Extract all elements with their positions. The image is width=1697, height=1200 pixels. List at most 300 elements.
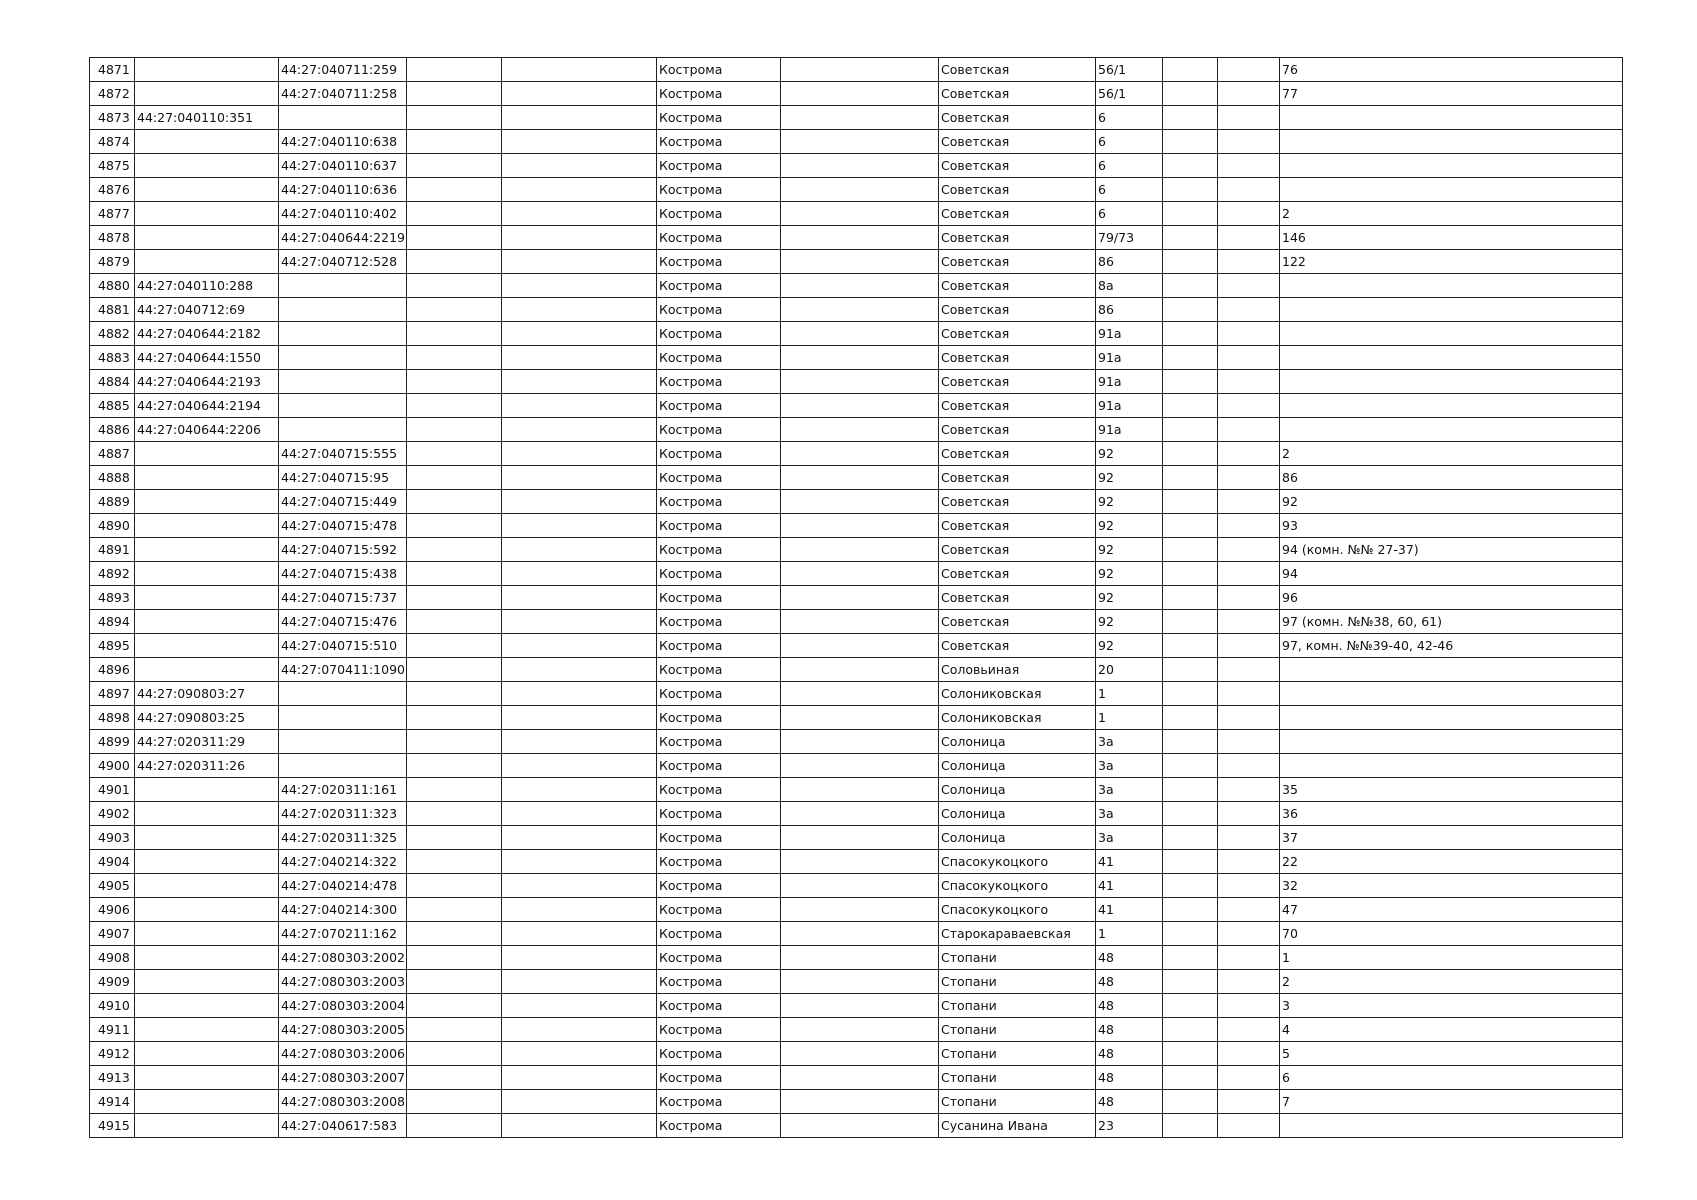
- cadastral-number-premises: [279, 418, 407, 442]
- apartment-cell: 32: [1280, 874, 1623, 898]
- table-row: [90, 538, 1623, 562]
- empty-cell: [1163, 706, 1218, 730]
- house-number-cell: 86: [1096, 298, 1163, 322]
- empty-cell: [407, 514, 502, 538]
- row-number: 4893: [90, 586, 135, 610]
- table-row: [90, 202, 1623, 226]
- table-row: [90, 1066, 1623, 1090]
- empty-cell: [1163, 538, 1218, 562]
- row-number: 4883: [90, 346, 135, 370]
- table-row: [90, 490, 1623, 514]
- empty-cell: [502, 826, 657, 850]
- row-number: 4904: [90, 850, 135, 874]
- table-row: [90, 274, 1623, 298]
- cadastral-number-premises: 44:27:040110:402: [279, 202, 407, 226]
- house-number-cell: 1: [1096, 706, 1163, 730]
- row-number: 4878: [90, 226, 135, 250]
- cadastral-number-premises: 44:27:040214:478: [279, 874, 407, 898]
- table-row: [90, 562, 1623, 586]
- empty-cell: [407, 154, 502, 178]
- empty-cell: [1218, 610, 1280, 634]
- empty-cell: [1218, 442, 1280, 466]
- cadastral-number-premises: 44:27:080303:2003: [279, 970, 407, 994]
- table-row: [90, 634, 1623, 658]
- street-cell: Сусанина Ивана: [939, 1114, 1096, 1138]
- empty-cell: [1163, 730, 1218, 754]
- house-number-cell: 48: [1096, 1066, 1163, 1090]
- empty-cell: [1163, 922, 1218, 946]
- empty-cell: [1218, 346, 1280, 370]
- cadastral-number-premises: 44:27:080303:2007: [279, 1066, 407, 1090]
- apartment-cell: 77: [1280, 82, 1623, 106]
- empty-cell: [407, 706, 502, 730]
- apartment-cell: 97 (комн. №№38, 60, 61): [1280, 610, 1623, 634]
- row-number: 4889: [90, 490, 135, 514]
- apartment-cell: [1280, 274, 1623, 298]
- cadastral-number-premises: 44:27:040715:555: [279, 442, 407, 466]
- apartment-cell: [1280, 106, 1623, 130]
- row-number: 4876: [90, 178, 135, 202]
- empty-cell: [502, 802, 657, 826]
- house-number-cell: 6: [1096, 106, 1163, 130]
- cadastral-number-building: [135, 778, 279, 802]
- apartment-cell: [1280, 322, 1623, 346]
- empty-cell: [1163, 754, 1218, 778]
- cadastral-number-building: [135, 826, 279, 850]
- empty-cell: [502, 202, 657, 226]
- house-number-cell: 6: [1096, 202, 1163, 226]
- empty-cell: [502, 154, 657, 178]
- empty-cell: [1163, 562, 1218, 586]
- row-number: 4884: [90, 370, 135, 394]
- empty-cell: [1218, 322, 1280, 346]
- street-cell: Старокараваевская: [939, 922, 1096, 946]
- city-cell: Кострома: [657, 1042, 781, 1066]
- table-row: [90, 922, 1623, 946]
- street-cell: Спасокукоцкого: [939, 898, 1096, 922]
- empty-cell: [781, 1018, 939, 1042]
- house-number-cell: 92: [1096, 586, 1163, 610]
- row-number: 4896: [90, 658, 135, 682]
- empty-cell: [502, 1114, 657, 1138]
- cadastral-number-premises: 44:27:040110:638: [279, 130, 407, 154]
- empty-cell: [407, 538, 502, 562]
- empty-cell: [1218, 730, 1280, 754]
- empty-cell: [1218, 874, 1280, 898]
- empty-cell: [407, 850, 502, 874]
- cadastral-number-premises: [279, 298, 407, 322]
- cadastral-number-building: [135, 202, 279, 226]
- house-number-cell: 91а: [1096, 418, 1163, 442]
- property-register-table: [89, 57, 1623, 1138]
- cadastral-number-premises: 44:27:040715:510: [279, 634, 407, 658]
- cadastral-number-premises: 44:27:040214:300: [279, 898, 407, 922]
- street-cell: Стопани: [939, 946, 1096, 970]
- cadastral-number-building: [135, 1114, 279, 1138]
- cadastral-number-premises: 44:27:080303:2004: [279, 994, 407, 1018]
- empty-cell: [407, 682, 502, 706]
- row-number: 4891: [90, 538, 135, 562]
- house-number-cell: 3а: [1096, 778, 1163, 802]
- empty-cell: [407, 442, 502, 466]
- empty-cell: [1218, 1042, 1280, 1066]
- city-cell: Кострома: [657, 466, 781, 490]
- empty-cell: [502, 298, 657, 322]
- cadastral-number-premises: 44:27:080303:2008: [279, 1090, 407, 1114]
- cadastral-number-building: 44:27:090803:25: [135, 706, 279, 730]
- apartment-cell: 70: [1280, 922, 1623, 946]
- empty-cell: [407, 970, 502, 994]
- cadastral-number-building: 44:27:040644:1550: [135, 346, 279, 370]
- apartment-cell: 94 (комн. №№ 27-37): [1280, 538, 1623, 562]
- empty-cell: [781, 442, 939, 466]
- table-row: [90, 826, 1623, 850]
- table-row: [90, 898, 1623, 922]
- empty-cell: [1163, 634, 1218, 658]
- empty-cell: [781, 274, 939, 298]
- row-number: 4885: [90, 394, 135, 418]
- house-number-cell: 3а: [1096, 730, 1163, 754]
- house-number-cell: 79/73: [1096, 226, 1163, 250]
- cadastral-number-premises: 44:27:070211:162: [279, 922, 407, 946]
- empty-cell: [1218, 226, 1280, 250]
- empty-cell: [1163, 1018, 1218, 1042]
- table-row: [90, 106, 1623, 130]
- street-cell: Солоница: [939, 754, 1096, 778]
- table-row: [90, 130, 1623, 154]
- row-number: 4911: [90, 1018, 135, 1042]
- cadastral-number-premises: [279, 106, 407, 130]
- empty-cell: [781, 946, 939, 970]
- empty-cell: [781, 154, 939, 178]
- empty-cell: [407, 994, 502, 1018]
- cadastral-number-building: 44:27:040644:2194: [135, 394, 279, 418]
- empty-cell: [1218, 274, 1280, 298]
- house-number-cell: 92: [1096, 442, 1163, 466]
- empty-cell: [1218, 826, 1280, 850]
- row-number: 4875: [90, 154, 135, 178]
- city-cell: Кострома: [657, 778, 781, 802]
- apartment-cell: [1280, 418, 1623, 442]
- street-cell: Стопани: [939, 1018, 1096, 1042]
- house-number-cell: 1: [1096, 682, 1163, 706]
- cadastral-number-premises: 44:27:040715:737: [279, 586, 407, 610]
- house-number-cell: 41: [1096, 874, 1163, 898]
- city-cell: Кострома: [657, 418, 781, 442]
- empty-cell: [407, 1066, 502, 1090]
- apartment-cell: [1280, 658, 1623, 682]
- empty-cell: [1163, 274, 1218, 298]
- empty-cell: [1163, 202, 1218, 226]
- row-number: 4898: [90, 706, 135, 730]
- city-cell: Кострома: [657, 562, 781, 586]
- empty-cell: [502, 778, 657, 802]
- cadastral-number-premises: [279, 682, 407, 706]
- apartment-cell: 92: [1280, 490, 1623, 514]
- cadastral-number-premises: 44:27:080303:2002: [279, 946, 407, 970]
- cadastral-number-premises: 44:27:040715:476: [279, 610, 407, 634]
- empty-cell: [781, 970, 939, 994]
- cadastral-number-building: 44:27:020311:26: [135, 754, 279, 778]
- street-cell: Советская: [939, 562, 1096, 586]
- empty-cell: [1163, 658, 1218, 682]
- empty-cell: [502, 634, 657, 658]
- empty-cell: [407, 1114, 502, 1138]
- city-cell: Кострома: [657, 850, 781, 874]
- empty-cell: [781, 682, 939, 706]
- apartment-cell: 97, комн. №№39-40, 42-46: [1280, 634, 1623, 658]
- table-row: [90, 610, 1623, 634]
- cadastral-number-building: [135, 802, 279, 826]
- city-cell: Кострома: [657, 706, 781, 730]
- empty-cell: [781, 250, 939, 274]
- row-number: 4874: [90, 130, 135, 154]
- table-row: [90, 58, 1623, 82]
- house-number-cell: 92: [1096, 562, 1163, 586]
- cadastral-number-building: 44:27:020311:29: [135, 730, 279, 754]
- empty-cell: [407, 874, 502, 898]
- cadastral-number-building: [135, 130, 279, 154]
- empty-cell: [407, 82, 502, 106]
- table-row: [90, 514, 1623, 538]
- row-number: 4888: [90, 466, 135, 490]
- empty-cell: [407, 802, 502, 826]
- table-row: [90, 994, 1623, 1018]
- street-cell: Советская: [939, 82, 1096, 106]
- empty-cell: [781, 370, 939, 394]
- cadastral-number-premises: 44:27:040715:95: [279, 466, 407, 490]
- table-row: [90, 1090, 1623, 1114]
- empty-cell: [1218, 922, 1280, 946]
- street-cell: Стопани: [939, 970, 1096, 994]
- table-row: [90, 250, 1623, 274]
- city-cell: Кострома: [657, 586, 781, 610]
- street-cell: Советская: [939, 466, 1096, 490]
- cadastral-number-building: [135, 1090, 279, 1114]
- city-cell: Кострома: [657, 226, 781, 250]
- cadastral-number-building: [135, 634, 279, 658]
- cadastral-number-building: [135, 946, 279, 970]
- apartment-cell: 2: [1280, 442, 1623, 466]
- street-cell: Советская: [939, 130, 1096, 154]
- house-number-cell: 3а: [1096, 754, 1163, 778]
- apartment-cell: [1280, 730, 1623, 754]
- apartment-cell: [1280, 706, 1623, 730]
- row-number: 4892: [90, 562, 135, 586]
- street-cell: Стопани: [939, 1066, 1096, 1090]
- empty-cell: [781, 802, 939, 826]
- street-cell: Спасокукоцкого: [939, 874, 1096, 898]
- row-number: 4909: [90, 970, 135, 994]
- empty-cell: [1218, 1090, 1280, 1114]
- cadastral-number-premises: 44:27:040110:637: [279, 154, 407, 178]
- city-cell: Кострома: [657, 514, 781, 538]
- cadastral-number-building: [135, 850, 279, 874]
- apartment-cell: 146: [1280, 226, 1623, 250]
- empty-cell: [1163, 370, 1218, 394]
- row-number: 4895: [90, 634, 135, 658]
- house-number-cell: 48: [1096, 946, 1163, 970]
- empty-cell: [781, 1114, 939, 1138]
- apartment-cell: [1280, 394, 1623, 418]
- cadastral-number-building: [135, 466, 279, 490]
- cadastral-number-building: [135, 226, 279, 250]
- empty-cell: [1163, 826, 1218, 850]
- empty-cell: [502, 514, 657, 538]
- empty-cell: [1218, 250, 1280, 274]
- empty-cell: [1218, 202, 1280, 226]
- empty-cell: [502, 226, 657, 250]
- empty-cell: [1218, 562, 1280, 586]
- empty-cell: [407, 586, 502, 610]
- row-number: 4871: [90, 58, 135, 82]
- empty-cell: [781, 298, 939, 322]
- cadastral-number-premises: [279, 706, 407, 730]
- empty-cell: [1163, 802, 1218, 826]
- table-row: [90, 850, 1623, 874]
- cadastral-number-premises: 44:27:080303:2005: [279, 1018, 407, 1042]
- empty-cell: [502, 1042, 657, 1066]
- empty-cell: [781, 466, 939, 490]
- row-number: 4890: [90, 514, 135, 538]
- table-row: [90, 418, 1623, 442]
- table-row: [90, 1018, 1623, 1042]
- apartment-cell: 3: [1280, 994, 1623, 1018]
- street-cell: Солониковская: [939, 682, 1096, 706]
- table-row: [90, 298, 1623, 322]
- street-cell: Стопани: [939, 1090, 1096, 1114]
- city-cell: Кострома: [657, 1018, 781, 1042]
- city-cell: Кострома: [657, 898, 781, 922]
- empty-cell: [1163, 874, 1218, 898]
- house-number-cell: 92: [1096, 466, 1163, 490]
- empty-cell: [781, 1090, 939, 1114]
- table-row: [90, 82, 1623, 106]
- apartment-cell: [1280, 154, 1623, 178]
- street-cell: Советская: [939, 106, 1096, 130]
- cadastral-number-premises: 44:27:080303:2006: [279, 1042, 407, 1066]
- empty-cell: [1218, 682, 1280, 706]
- cadastral-number-building: 44:27:040110:351: [135, 106, 279, 130]
- street-cell: Советская: [939, 418, 1096, 442]
- apartment-cell: 37: [1280, 826, 1623, 850]
- cadastral-number-building: [135, 562, 279, 586]
- cadastral-number-building: [135, 658, 279, 682]
- empty-cell: [781, 394, 939, 418]
- row-number: 4915: [90, 1114, 135, 1138]
- empty-cell: [407, 658, 502, 682]
- register-body: [90, 58, 1623, 1138]
- cadastral-number-building: [135, 874, 279, 898]
- cadastral-number-building: [135, 178, 279, 202]
- empty-cell: [781, 874, 939, 898]
- empty-cell: [502, 970, 657, 994]
- city-cell: Кострома: [657, 250, 781, 274]
- apartment-cell: 36: [1280, 802, 1623, 826]
- street-cell: Стопани: [939, 994, 1096, 1018]
- empty-cell: [1163, 586, 1218, 610]
- table-row: [90, 730, 1623, 754]
- city-cell: Кострома: [657, 202, 781, 226]
- street-cell: Советская: [939, 586, 1096, 610]
- cadastral-number-premises: 44:27:040712:528: [279, 250, 407, 274]
- empty-cell: [502, 274, 657, 298]
- empty-cell: [1163, 1090, 1218, 1114]
- apartment-cell: 96: [1280, 586, 1623, 610]
- empty-cell: [781, 778, 939, 802]
- cadastral-number-premises: 44:27:040617:583: [279, 1114, 407, 1138]
- empty-cell: [1163, 178, 1218, 202]
- street-cell: Советская: [939, 346, 1096, 370]
- house-number-cell: 92: [1096, 538, 1163, 562]
- city-cell: Кострома: [657, 730, 781, 754]
- city-cell: Кострома: [657, 802, 781, 826]
- house-number-cell: 48: [1096, 994, 1163, 1018]
- house-number-cell: 23: [1096, 1114, 1163, 1138]
- empty-cell: [1163, 778, 1218, 802]
- apartment-cell: 4: [1280, 1018, 1623, 1042]
- table-row: [90, 778, 1623, 802]
- house-number-cell: 86: [1096, 250, 1163, 274]
- empty-cell: [1218, 1018, 1280, 1042]
- row-number: 4901: [90, 778, 135, 802]
- city-cell: Кострома: [657, 370, 781, 394]
- empty-cell: [1218, 754, 1280, 778]
- apartment-cell: 86: [1280, 466, 1623, 490]
- empty-cell: [502, 850, 657, 874]
- empty-cell: [1218, 1066, 1280, 1090]
- cadastral-number-building: [135, 922, 279, 946]
- cadastral-number-building: [135, 82, 279, 106]
- house-number-cell: 6: [1096, 154, 1163, 178]
- empty-cell: [1163, 58, 1218, 82]
- city-cell: Кострома: [657, 658, 781, 682]
- cadastral-number-building: 44:27:040644:2206: [135, 418, 279, 442]
- house-number-cell: 48: [1096, 970, 1163, 994]
- empty-cell: [407, 178, 502, 202]
- cadastral-number-premises: 44:27:020311:161: [279, 778, 407, 802]
- street-cell: Советская: [939, 154, 1096, 178]
- cadastral-number-premises: 44:27:040715:449: [279, 490, 407, 514]
- table-row: [90, 442, 1623, 466]
- table-row: [90, 370, 1623, 394]
- house-number-cell: 91а: [1096, 370, 1163, 394]
- house-number-cell: 3а: [1096, 802, 1163, 826]
- empty-cell: [781, 994, 939, 1018]
- cadastral-number-building: 44:27:040644:2182: [135, 322, 279, 346]
- empty-cell: [1163, 970, 1218, 994]
- street-cell: Советская: [939, 394, 1096, 418]
- empty-cell: [1163, 1114, 1218, 1138]
- city-cell: Кострома: [657, 394, 781, 418]
- city-cell: Кострома: [657, 994, 781, 1018]
- table-row: [90, 754, 1623, 778]
- empty-cell: [502, 946, 657, 970]
- empty-cell: [1218, 418, 1280, 442]
- cadastral-number-building: [135, 58, 279, 82]
- street-cell: Советская: [939, 226, 1096, 250]
- table-row: [90, 1114, 1623, 1138]
- row-number: 4894: [90, 610, 135, 634]
- empty-cell: [502, 82, 657, 106]
- empty-cell: [1218, 634, 1280, 658]
- cadastral-number-premises: 44:27:070411:1090: [279, 658, 407, 682]
- empty-cell: [502, 994, 657, 1018]
- apartment-cell: 7: [1280, 1090, 1623, 1114]
- street-cell: Советская: [939, 274, 1096, 298]
- apartment-cell: [1280, 682, 1623, 706]
- row-number: 4872: [90, 82, 135, 106]
